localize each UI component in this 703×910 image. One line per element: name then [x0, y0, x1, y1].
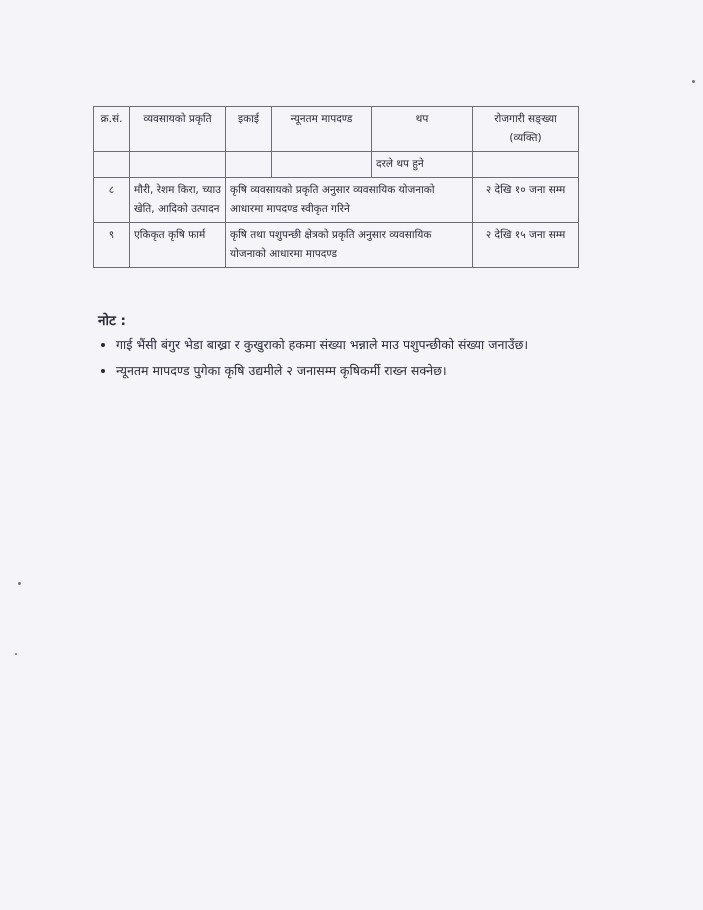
cell-serial-no — [94, 152, 130, 178]
header-serial-no: क्र.सं. — [94, 107, 130, 152]
cell-employment-count: २ देखि १५ जना सम्म — [473, 223, 579, 268]
cell-unit — [226, 152, 272, 178]
note-item: • न्यूनतम मापदण्ड पुगेका कृषि उद्यमीले २ जनासम्म कृषिकर्मी राख्न सक्नेछ। — [116, 361, 578, 381]
table-row — [94, 178, 579, 223]
table-header-row — [94, 107, 579, 152]
criteria-table — [93, 106, 579, 268]
header-business-nature: व्यवसायको प्रकृति — [130, 107, 226, 152]
scan-speck — [18, 582, 21, 585]
cell-employment-count: २ देखि १० जना सम्म — [473, 178, 579, 223]
cell-additional: दरले थप हुने — [372, 152, 473, 178]
header-unit: इकाई — [226, 107, 272, 152]
scan-speck — [692, 80, 695, 83]
cell-business-nature — [130, 152, 226, 178]
cell-minimum-standard: कृषि तथा पशुपन्छी क्षेत्रको प्रकृति अनुसार व्यवसायिक योजनाको आधारमा मापदण्ड — [226, 223, 473, 268]
note-section — [98, 311, 578, 387]
cell-business-nature: मौरी, रेशम किरा, च्याउ खेति, आदिको उत्पादन — [130, 178, 226, 223]
cell-business-nature: एकिकृत कृषि फार्म — [130, 223, 226, 268]
header-additional: थप — [372, 107, 473, 152]
cell-serial-no: ८ — [94, 178, 130, 223]
cell-minimum-standard: कृषि व्यवसायको प्रकृति अनुसार व्यवसायिक योजनाको आधारमा मापदण्ड स्वीकृत गरिने — [226, 178, 473, 223]
scan-speck — [15, 653, 17, 655]
table-row — [94, 223, 579, 268]
note-item: • गाई भैंसी बंगुर भेडा बाख्रा र कुखुराको हकमा संख्या भन्नाले माउ पशुपन्छीको संख्या जनाउँछ। — [116, 335, 578, 355]
note-title: नोट : — [98, 313, 126, 329]
cell-serial-no: ९ — [94, 223, 130, 268]
note-list — [98, 335, 578, 381]
cell-employment-count — [473, 152, 579, 178]
table-row — [94, 152, 579, 178]
header-minimum-standard: न्यूनतम मापदण्ड — [272, 107, 372, 152]
cell-minimum-standard — [272, 152, 372, 178]
header-employment-count: रोजगारी सङ्ख्या (व्यक्ति) — [473, 107, 579, 152]
